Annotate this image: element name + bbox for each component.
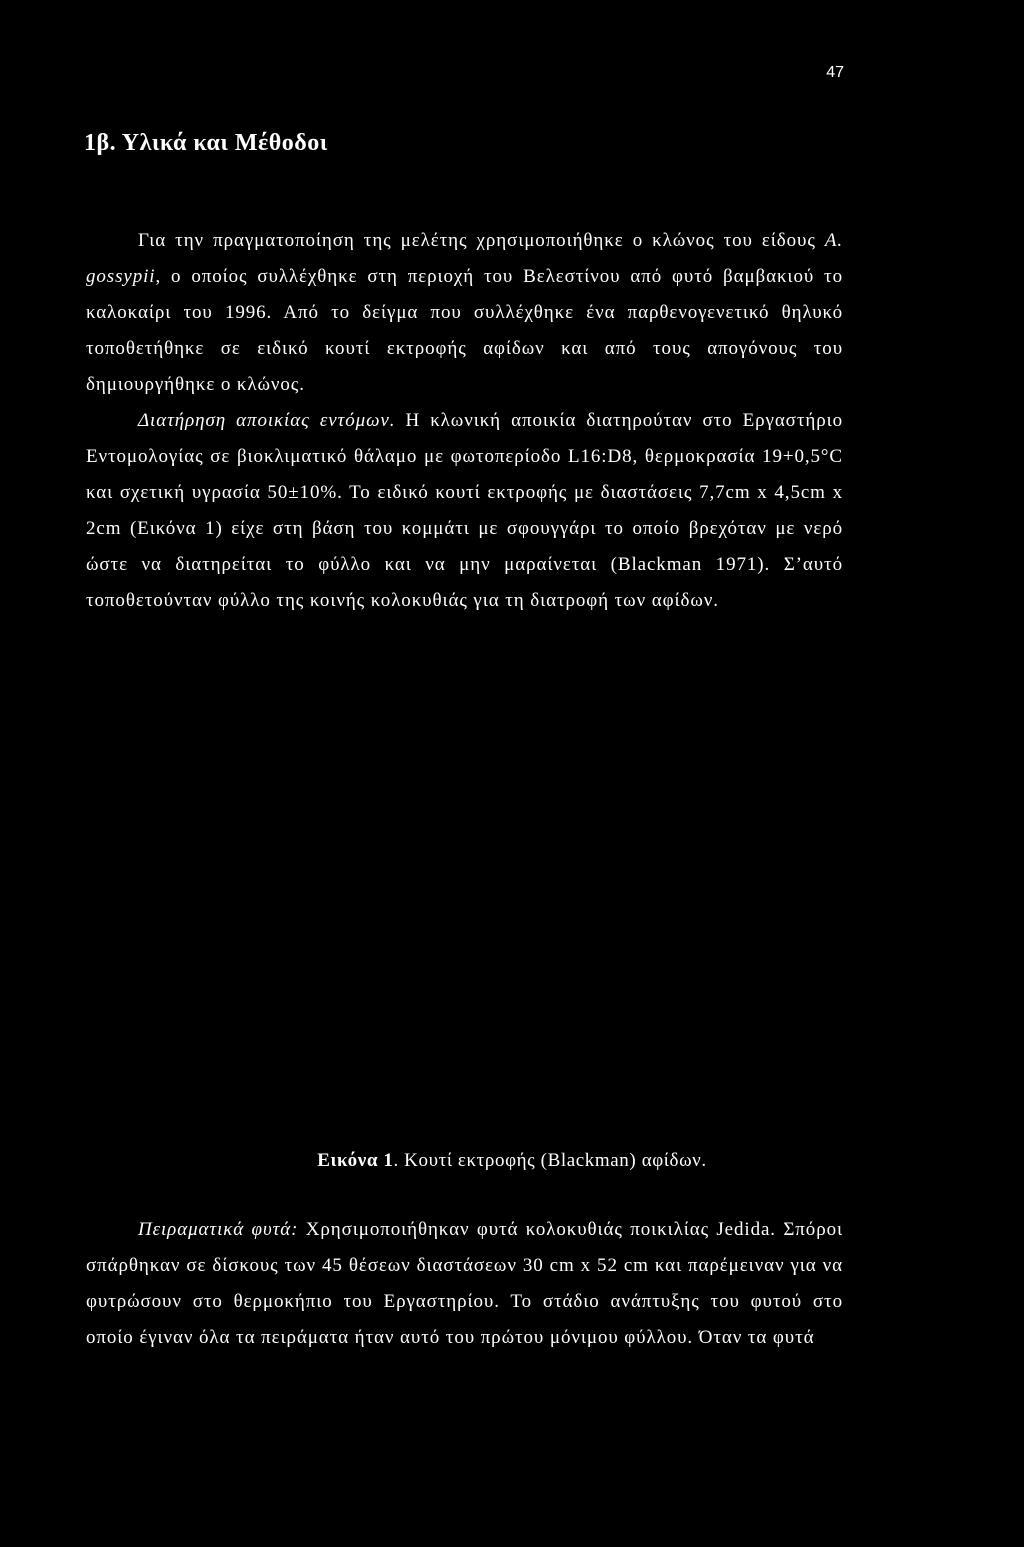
species-name: A. gossypii: [86, 230, 843, 287]
figure-label: Εικόνα 1: [317, 1150, 394, 1171]
colony-maintenance-text: Η κλωνική αποικία διατηρούταν στο Εργαστήριο Εντομολογίας σε βιοκλιματικό θάλαμο με φωτοπερίοδο L16:D8, θερμοκρασία 19+0,5°C και σχετική υγρασία 50±10%. Το ειδικό κουτί εκτροφής με διαστάσεις 7,7cm x 4,5cm x 2cm (Εικόνα 1) είχε στη βάση του κομμάτι με σφουγγάρι το οποίο βρεχόταν με νερό ώστε να διατηρείται το φύλλο και να μην μαραίνεται (Blackman 1971). Σ’αυτό τοποθετούνταν φύλλο της κοινής κολοκυθιάς για τη διατροφή των αφίδων.: [86, 410, 843, 611]
section-heading: 1β. Υλικά και Μέθοδοι: [84, 130, 328, 156]
experimental-plants-text: Χρησιμοποιήθηκαν φυτά κολοκυθιάς ποικιλίας Jedida. Σπόροι σπάρθηκαν σε δίσκους των 45 θέσεων διαστάσεων 30 cm x 52 cm και παρέμειναν για να φυτρώσουν στο θερμοκήπιο του Εργαστηρίου. Το στάδιο ανάπτυξης του φυτού στο οποίο έγιναν όλα τα πειράματα ήταν αυτό του πρώτου μόνιμου φύλλου. Όταν τα φυτά: [86, 1219, 843, 1348]
intro-text-start: Για την πραγματοποίηση της μελέτης χρησιμοποιήθηκε ο κλώνος του είδους: [138, 230, 825, 251]
figure-caption-text: . Κουτί εκτροφής (Blackman) αφίδων.: [393, 1150, 707, 1171]
main-text-block: [86, 223, 843, 619]
intro-text-end: , ο οποίος συλλέχθηκε στη περιοχή του Βελεστίνου από φυτό βαμβακιού το καλοκαίρι του 1996. Από το δείγμα που συλλέχθηκε ένα παρθενογενετικό θηλυκό τοποθετήθηκε σε ειδικό κουτί εκτροφής αφίδων και από τους απογόνους του δημιουργήθηκε ο κλώνος.: [86, 266, 843, 395]
figure-caption: [0, 1150, 1024, 1172]
experimental-plants-title: Πειραματικά φυτά:: [138, 1219, 299, 1240]
page-number: 47: [826, 64, 844, 81]
experimental-plants-block: [86, 1212, 843, 1356]
colony-maintenance-title: Διατήρηση αποικίας εντόμων.: [138, 410, 396, 431]
